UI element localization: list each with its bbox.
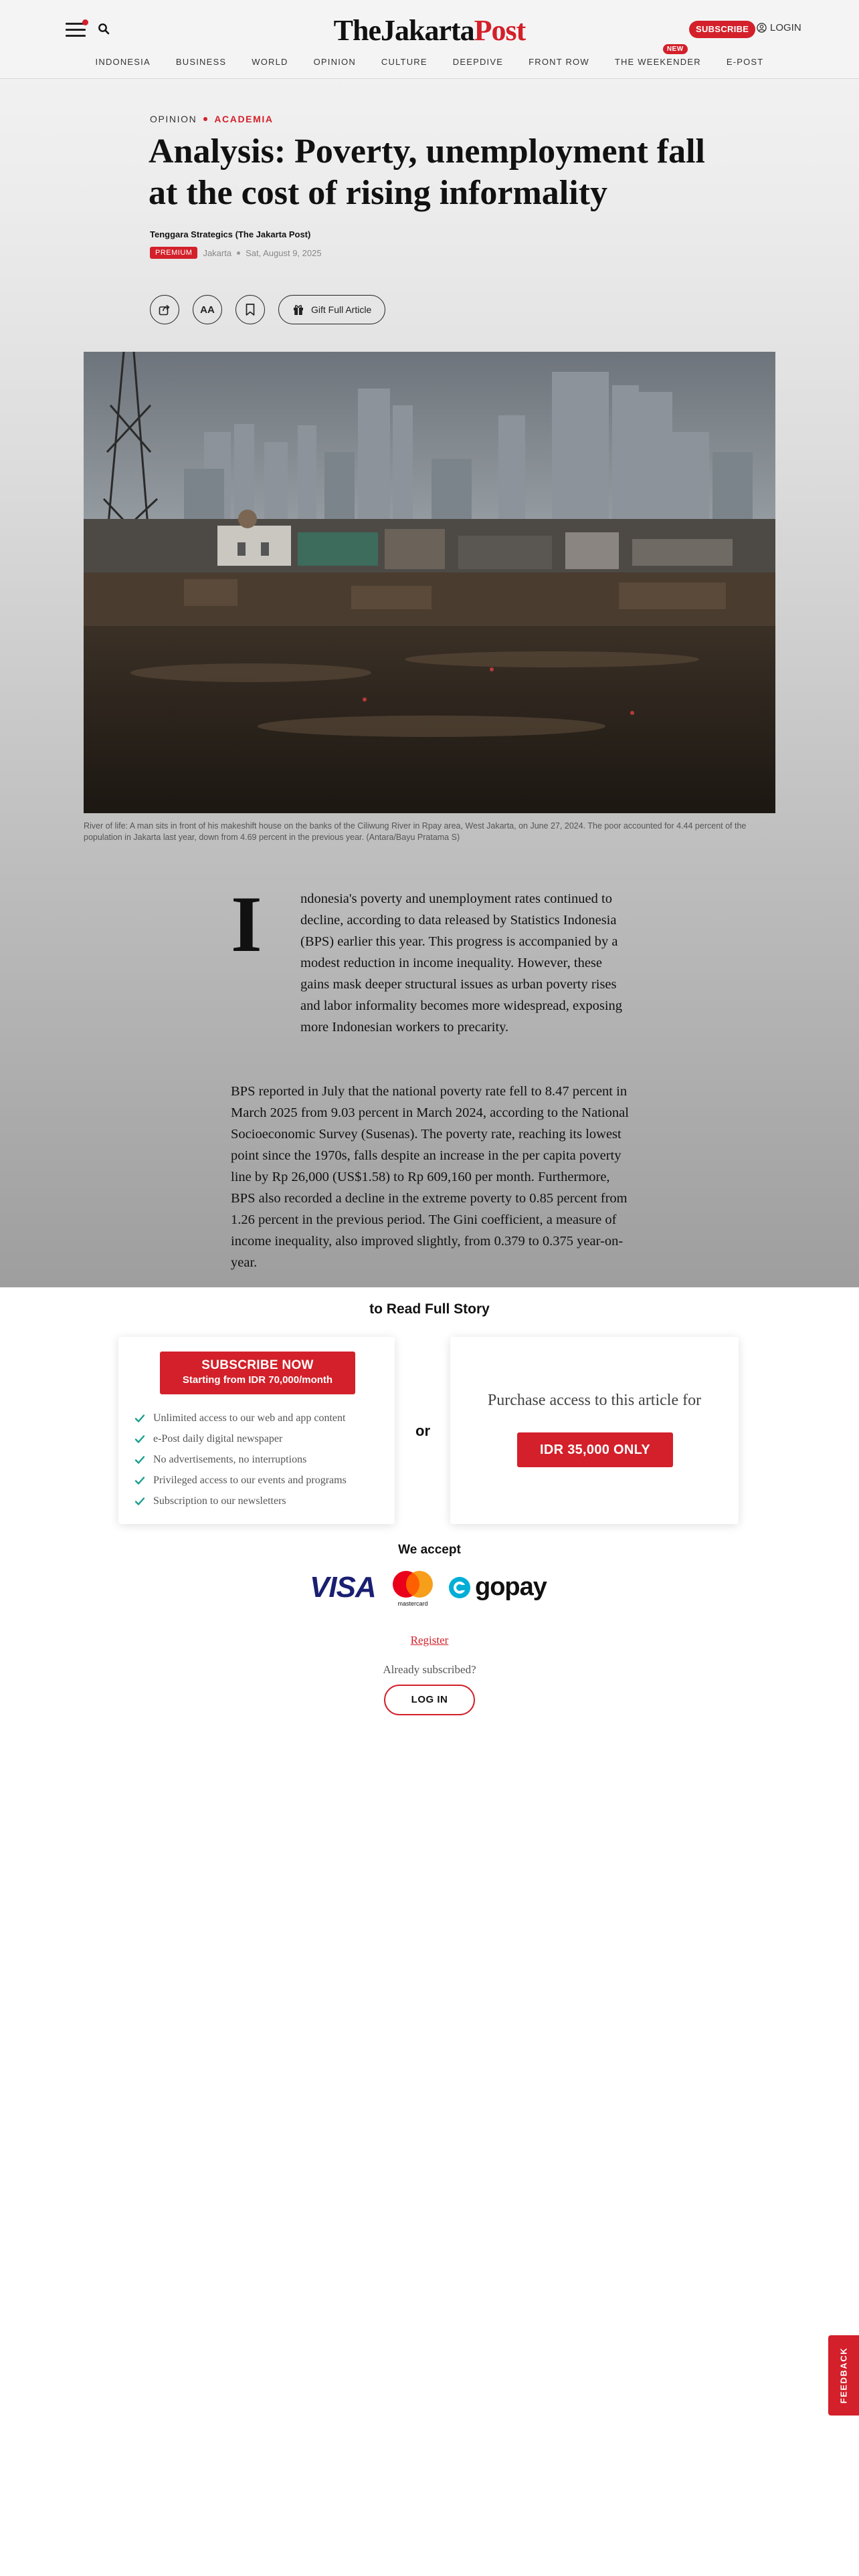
perk-text: e-Post daily digital newspaper xyxy=(153,1432,283,1444)
check-icon xyxy=(134,1496,145,1507)
article-date: Sat, August 9, 2025 xyxy=(246,247,322,258)
nav-item-front-row[interactable]: FRONT ROW xyxy=(529,57,589,67)
river-settlement-photo xyxy=(84,352,775,813)
subscribe-now-label: SUBSCRIBE NOW xyxy=(201,1358,314,1372)
lead-paragraph: ndonesia's poverty and unemployment rates continued to decline, according to data released by Statistics Indonesia (BPS) earlier this year. This progress is accompanied by a modest reduction in income inequality. However, these gains mask deeper structural issues as urban poverty rises and labor informality becomes more widespread, exposing more Indonesian workers to precarity. xyxy=(300,891,623,1035)
login-button[interactable]: LOG IN xyxy=(384,1685,475,1715)
perk-text: No advertisements, no interruptions xyxy=(153,1453,307,1465)
user-icon xyxy=(757,23,767,33)
list-item xyxy=(134,1470,347,1491)
kicker-dot xyxy=(203,117,207,121)
nav-item-e-post[interactable]: E-POST xyxy=(726,57,764,67)
share-button[interactable] xyxy=(150,295,179,324)
body-paragraph: BPS reported in July that the national poverty rate fell to 8.47 percent in March 2025 from 9.03 percent in March 2024, according to the National Socioeconomic Survey (Susenas). The poverty rate, reaching its lowest point since the 1970s, falls despite an increase in the per capita poverty line by Rp 26,000 (US$1.58) to Rp 609,160 per month. Furthermore, BPS also recorded a decline in the extreme poverty to 0.85 percent from 1.26 percent in the previous period. The Gini coefficient, a measure of income inequality, also improved slightly, from 0.379 to 0.375 year-on-year. xyxy=(231,1084,629,1270)
nav-item-business[interactable]: BUSINESS xyxy=(175,57,227,67)
article-meta xyxy=(150,247,322,259)
perks-list xyxy=(134,1408,347,1511)
login-label: LOGIN xyxy=(770,22,801,33)
or-divider: or xyxy=(415,1422,430,1439)
meta-separator xyxy=(237,251,240,255)
article-photo xyxy=(84,352,775,813)
drop-cap: I xyxy=(231,879,262,968)
nav-item-opinion[interactable]: OPINION xyxy=(313,57,356,67)
list-item xyxy=(134,1491,347,1511)
subsection-link[interactable]: ACADEMIA xyxy=(214,114,274,124)
visa-logo: VISA xyxy=(310,1571,376,1604)
payment-methods-title: We accept xyxy=(398,1543,461,1557)
login-link[interactable] xyxy=(757,22,801,33)
subscribe-button[interactable]: SUBSCRIBE xyxy=(689,21,755,38)
list-item xyxy=(134,1428,347,1449)
bookmark-icon xyxy=(245,303,256,316)
author-byline[interactable]: Tenggara Strategics (The Jakarta Post) xyxy=(150,229,311,239)
already-subscribed-text: Already subscribed? xyxy=(383,1663,476,1676)
site-header xyxy=(0,0,859,79)
register-link[interactable]: Register xyxy=(410,1634,449,1646)
article-headline: Analysis: Poverty, unemployment fall at the cost of rising informality xyxy=(149,132,705,212)
gift-article-button[interactable] xyxy=(278,295,385,324)
bookmark-button[interactable] xyxy=(235,295,265,324)
section-kicker xyxy=(150,114,274,124)
nav-item-the-weekender[interactable] xyxy=(602,45,714,67)
list-item xyxy=(134,1408,347,1428)
check-icon xyxy=(134,1475,145,1486)
article-location: Jakarta xyxy=(203,247,232,258)
check-icon xyxy=(134,1455,145,1465)
buy-article-button[interactable]: IDR 35,000 ONLY xyxy=(517,1432,673,1467)
paywall-title: to Read Full Story xyxy=(369,1301,490,1317)
subscription-card xyxy=(118,1337,395,1524)
mastercard-wordmark: mastercard xyxy=(397,1600,428,1607)
nav-item-culture[interactable]: CULTURE xyxy=(381,57,427,67)
gopay-icon xyxy=(448,1576,471,1599)
perk-text: Unlimited access to our web and app content xyxy=(153,1412,346,1424)
section-link[interactable]: OPINION xyxy=(150,114,197,124)
nav-item-world[interactable]: WORLD xyxy=(252,57,288,67)
perk-text: Privileged access to our events and programs xyxy=(153,1474,347,1486)
logo-text: TheJakarta xyxy=(333,14,474,47)
purchase-text: Purchase access to this article for xyxy=(487,1392,702,1409)
list-item xyxy=(134,1449,347,1470)
subscribe-price-label: Starting from IDR 70,000/month xyxy=(182,1374,333,1386)
purchase-card xyxy=(450,1337,739,1524)
font-size-button[interactable]: AA xyxy=(193,295,222,324)
check-icon xyxy=(134,1413,145,1424)
article-tools xyxy=(150,295,385,324)
gopay-logo xyxy=(448,1573,547,1602)
premium-badge: PREMIUM xyxy=(150,247,197,259)
subscribe-now-button[interactable] xyxy=(160,1352,355,1394)
feedback-label: FEEDBACK xyxy=(838,2347,849,2404)
nav-item-deepdive[interactable]: DEEPDIVE xyxy=(452,57,504,67)
share-icon xyxy=(158,303,171,316)
nav-item-indonesia[interactable]: INDONESIA xyxy=(95,57,151,67)
feedback-button[interactable] xyxy=(828,2335,859,2416)
check-icon xyxy=(134,1434,145,1444)
new-badge: NEW xyxy=(663,44,688,54)
gift-label: Gift Full Article xyxy=(311,304,372,315)
gopay-wordmark: gopay xyxy=(475,1573,547,1601)
main-nav xyxy=(0,45,859,67)
photo-caption: River of life: A man sits in front of his makeshift house on the banks of the Ciliwung River in Rpay area, West Jakarta, on June 27, 2024. The poor accounted for 4.44 percent of the population in Jakarta last year, down from 4.69 percent in the previous year. (Antara/Bayu Pratama S) xyxy=(84,821,747,842)
logo-text-red: Post xyxy=(474,14,526,47)
gift-icon xyxy=(292,304,304,316)
perk-text: Subscription to our newsletters xyxy=(153,1495,286,1507)
nav-item-label: THE WEEKENDER xyxy=(614,57,701,67)
mastercard-logo xyxy=(390,1568,436,1608)
